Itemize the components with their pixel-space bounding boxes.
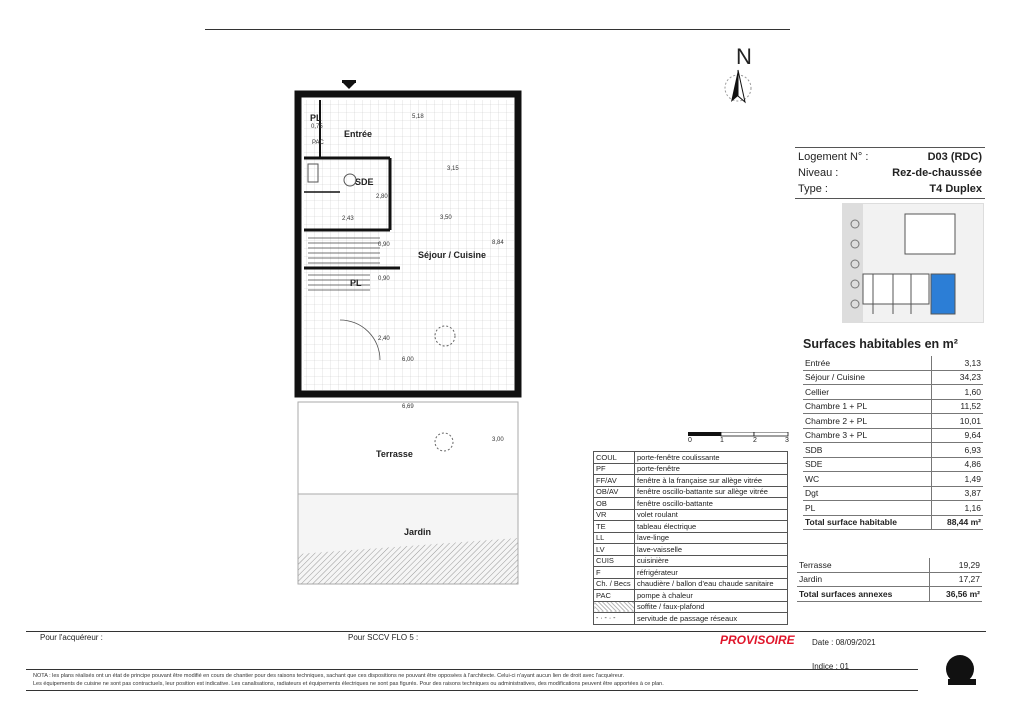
surface-label: Chambre 1 + PL (803, 399, 932, 414)
logement-value: D03 (RDC) (927, 151, 982, 163)
legend-desc: tableau électrique (635, 521, 788, 533)
legend-desc: pompe à chaleur (635, 590, 788, 602)
architect-logo-icon (918, 633, 984, 691)
legend-code: FF/AV (594, 475, 635, 487)
scale-tick-0: 0 (688, 437, 692, 444)
legend-desc: porte-fenêtre coulissante (635, 452, 788, 464)
logement-label: Logement N° : (798, 151, 869, 163)
legend-desc: fenêtre à la française sur allège vitrée (635, 475, 788, 487)
surface-row (803, 486, 983, 501)
compass-arrow-icon (718, 68, 768, 110)
legend-row (594, 475, 788, 487)
legend-desc: cuisinière (635, 555, 788, 567)
surface-value: 4,86 (932, 457, 983, 472)
dim-4: 6,00 (402, 357, 414, 363)
legend-desc: servitude de passage réseaux (635, 613, 788, 625)
legend-desc: volet roulant (635, 509, 788, 521)
indice-label: Indice : 01 (812, 662, 849, 671)
niveau-value: Rez-de-chaussée (892, 167, 982, 179)
annexe-label: Terrasse (797, 558, 930, 572)
annexe-total-row (797, 587, 982, 602)
provisoire-label: PROVISOIRE (720, 633, 795, 647)
legend-table (593, 451, 788, 625)
dim-11: 2,40 (378, 336, 390, 342)
legend-row (594, 578, 788, 590)
surface-value: 1,49 (932, 472, 983, 487)
surface-row (803, 457, 983, 472)
surface-value: 6,93 (932, 443, 983, 458)
surface-value: 3,87 (932, 486, 983, 501)
legend-desc: lave-linge (635, 532, 788, 544)
legend-code: PF (594, 463, 635, 475)
surface-total-label: Total surface habitable (803, 515, 932, 530)
surface-value: 1,60 (932, 385, 983, 400)
dim-10: 0,90 (378, 276, 390, 282)
legend-row (594, 567, 788, 579)
legend-desc: lave-vaisselle (635, 544, 788, 556)
legend-code: LL (594, 532, 635, 544)
dim-9: 0,90 (378, 242, 390, 248)
annexe-value: 19,29 (930, 558, 982, 572)
surface-row (803, 385, 983, 400)
north-letter: N (736, 44, 752, 69)
surface-total-row (803, 515, 983, 530)
legend-desc: fenêtre oscillo-battante (635, 498, 788, 510)
architect-logo (918, 633, 984, 691)
legend-row (594, 544, 788, 556)
surface-label: PL (803, 501, 932, 516)
legend-code: COUL (594, 452, 635, 464)
legend-code: PAC (594, 590, 635, 602)
scale-tick-3: 3 (785, 437, 789, 444)
room-sejour-label: Séjour / Cuisine (418, 250, 487, 260)
surface-row (803, 443, 983, 458)
legend-code: Ch. / Becs (594, 578, 635, 590)
legend-row (594, 613, 788, 625)
legend-code: LV (594, 544, 635, 556)
surface-total-value: 88,44 m² (932, 515, 983, 530)
room-pl-label: PL (310, 113, 322, 123)
surface-row (803, 370, 983, 385)
scale-tick-2: 2 (753, 437, 757, 444)
floor-plan (290, 80, 530, 605)
top-rule (205, 29, 790, 30)
annexe-total-label: Total surfaces annexes (797, 587, 930, 602)
surface-label: Entrée (803, 356, 932, 370)
room-sde-label: SDE (355, 177, 374, 187)
legend-row (594, 521, 788, 533)
legend-row (594, 590, 788, 602)
legend-code: F (594, 567, 635, 579)
info-box-border (795, 147, 985, 148)
surface-value: 34,23 (932, 370, 983, 385)
terrasse-label: Terrasse (376, 449, 413, 459)
key-plan (842, 203, 984, 323)
dim-2: 3,15 (447, 166, 459, 172)
legend-row (594, 532, 788, 544)
surface-label: Séjour / Cuisine (803, 370, 932, 385)
surfaces-title: Surfaces habitables en m² (803, 337, 958, 351)
surface-value: 11,52 (932, 399, 983, 414)
surface-label: WC (803, 472, 932, 487)
annexe-row (797, 572, 982, 587)
scale-tick-1: 1 (720, 437, 724, 444)
dim-12: 2,80 (376, 194, 388, 200)
surface-value: 3,13 (932, 356, 983, 370)
legend-desc: soffite / faux-plafond (635, 601, 788, 613)
jardin-label: Jardin (404, 527, 432, 537)
legend-swatch-soffite (594, 601, 635, 613)
surface-value: 10,01 (932, 414, 983, 429)
legend-row (594, 463, 788, 475)
surface-label: SDE (803, 457, 932, 472)
legend-row (594, 601, 788, 613)
dim-5: 6,69 (402, 404, 414, 410)
legend-desc: fenêtre oscillo-battante sur allège vitrée (635, 486, 788, 498)
north-compass (718, 44, 768, 110)
surface-label: SDB (803, 443, 932, 458)
annexes-table (797, 558, 982, 602)
nota-line-1: NOTA : les plans réalisés ont un état de principe pouvant être modifié en cours de chantier pour des raisons techniques, sachant que ces dispositions ne pouvant être opposées à l'architecte. Celui-ci n'ayant aucun lien de droit avec l'acquéreur. (33, 673, 624, 679)
surface-value: 1,16 (932, 501, 983, 516)
info-box-divider (795, 198, 985, 199)
nota-line-2: Les équipements de cuisine ne sont pas contractuels, leur position est indicative. Les canalisations, radiateurs et équipements électriques ne sont pas figurés. Pour des raisons techniques ou administratives, des modifications peuvent être apportées à ce plan. (33, 681, 664, 687)
room-entree-label: Entrée (344, 129, 373, 139)
dim-7: 3,00 (492, 437, 504, 443)
niveau-label: Niveau : (798, 167, 839, 179)
surfaces-table (803, 356, 983, 530)
key-plan-drawing (843, 204, 983, 322)
legend-desc: chaudière / ballon d'eau chaude sanitaire (635, 578, 788, 590)
legend-code: VR (594, 509, 635, 521)
legend-row (594, 452, 788, 464)
floor-plan-drawing (290, 80, 530, 600)
surface-row (803, 356, 983, 370)
annexe-value: 17,27 (930, 572, 982, 587)
legend-row (594, 486, 788, 498)
legend-code: CUIS (594, 555, 635, 567)
surface-row (803, 399, 983, 414)
footer-rule-3 (26, 690, 918, 691)
surface-row (803, 428, 983, 443)
dim-8: 2,43 (342, 216, 354, 222)
surface-row (803, 472, 983, 487)
type-label: Type : (798, 183, 828, 195)
surface-row (803, 414, 983, 429)
surface-label: Chambre 3 + PL (803, 428, 932, 443)
footer-rule-2 (26, 669, 918, 670)
room-pl-mid-label: PL (350, 278, 362, 288)
legend-row (594, 509, 788, 521)
legend-swatch-servitude: - · - · - (594, 613, 635, 625)
surface-label: Cellier (803, 385, 932, 400)
legend-code: OB (594, 498, 635, 510)
legend-code: OB/AV (594, 486, 635, 498)
legend-row (594, 555, 788, 567)
legend-row (594, 498, 788, 510)
room-pl-area: 0,75 (311, 124, 323, 130)
type-value: T4 Duplex (929, 183, 982, 195)
dim-3: 3,50 (440, 215, 452, 221)
surface-label: Chambre 2 + PL (803, 414, 932, 429)
surface-row (803, 501, 983, 516)
annexe-row (797, 558, 982, 572)
sccv-label: Pour SCCV FLO 5 : (348, 633, 419, 642)
surface-label: Dgt (803, 486, 932, 501)
legend-code: TE (594, 521, 635, 533)
surface-value: 9,64 (932, 428, 983, 443)
legend-desc: porte-fenêtre (635, 463, 788, 475)
dim-1: 5,18 (412, 114, 424, 120)
scale-bar-icon (688, 432, 790, 438)
pac-label: PAC (312, 140, 324, 146)
annexe-label: Jardin (797, 572, 930, 587)
annexe-total-value: 36,56 m² (930, 587, 982, 602)
acquereur-label: Pour l'acquéreur : (40, 633, 103, 642)
legend-desc: réfrigérateur (635, 567, 788, 579)
dim-6: 8,84 (492, 240, 504, 246)
footer-top-rule (26, 631, 986, 632)
scale-bar (688, 432, 790, 446)
date-label: Date : 08/09/2021 (812, 638, 876, 647)
